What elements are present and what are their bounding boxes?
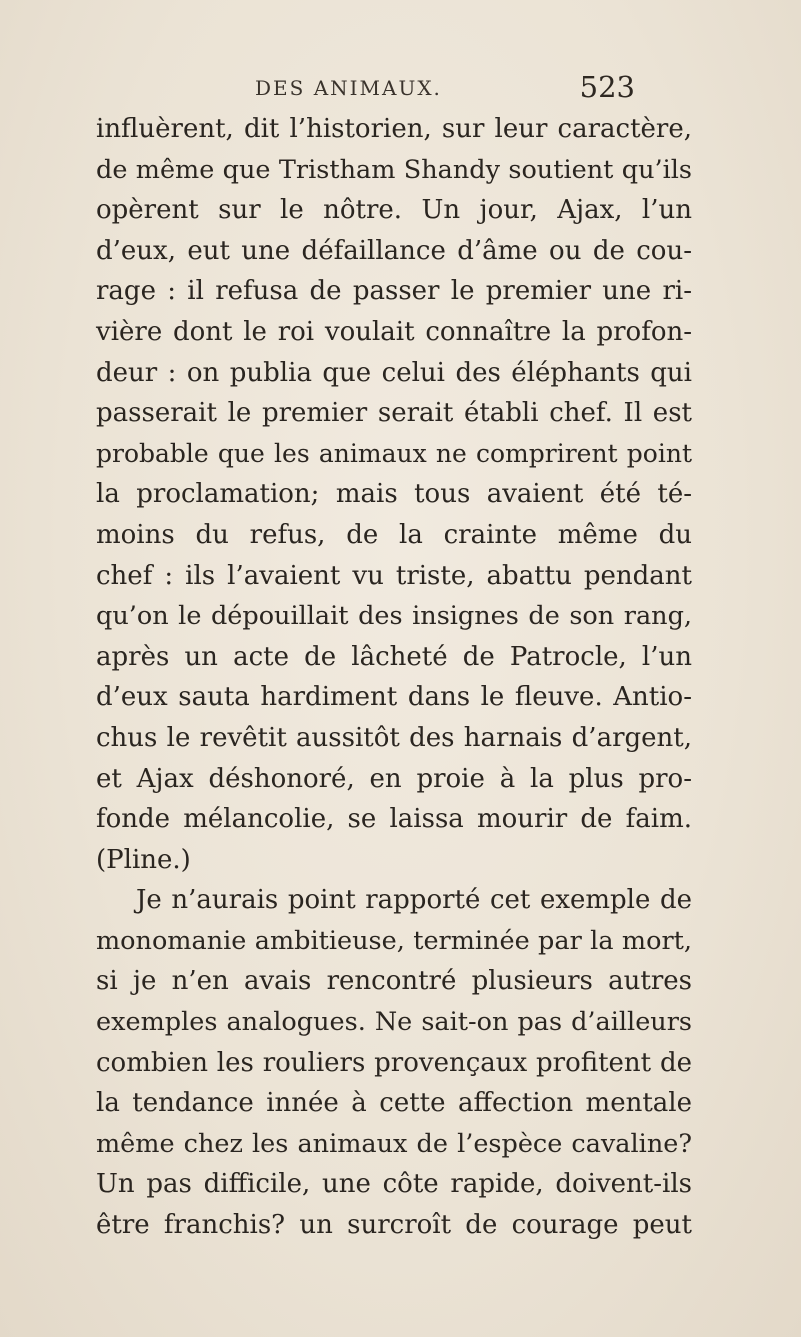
- text-line: deur : on publia que celui des éléphants qui: [96, 357, 692, 388]
- text-line: combien les rouliers provençaux profitent de: [96, 1047, 692, 1078]
- text-line: rage : il refusa de passer le premier une ri-: [96, 276, 692, 307]
- running-head-title: DES ANIMAUX.: [255, 76, 442, 100]
- text-line: après un acte de lâcheté de Patrocle, l’un: [96, 641, 692, 672]
- text-line: moins du refus, de la crainte même du: [96, 519, 692, 550]
- body-text: [96, 109, 692, 1246]
- page-number: 523: [579, 70, 635, 104]
- text-line: chef : ils l’avaient vu triste, abattu pendant: [96, 560, 692, 591]
- text-line: influèrent, dit l’historien, sur leur caractère,: [96, 114, 692, 144]
- text-line: fonde mélancolie, se laissa mourir de faim.: [96, 804, 692, 835]
- text-line: d’eux, eut une défaillance d’âme ou de cou-: [96, 235, 692, 266]
- text-line: si je n’en avais rencontré plusieurs autres: [96, 966, 692, 997]
- text-line: même chez les animaux de l’espèce cavaline?: [96, 1128, 692, 1159]
- paragraph-start-line: Je n’aurais point rapporté cet exemple de: [136, 885, 692, 916]
- text-line: opèrent sur le nôtre. Un jour, Ajax, l’un: [96, 195, 692, 226]
- citation-line: (Pline.): [96, 844, 191, 875]
- text-line: la proclamation; mais tous avaient été té-: [96, 479, 692, 510]
- text-line: passerait le premier serait établi chef. Il est: [96, 398, 692, 429]
- text-line: probable que les animaux ne comprirent point: [96, 438, 692, 468]
- text-line: chus le revêtit aussitôt des harnais d’argent,: [96, 722, 692, 753]
- text-line: et Ajax déshonoré, en proie à la plus pro-: [96, 763, 692, 794]
- text-line: monomanie ambitieuse, terminée par la mort,: [96, 925, 692, 956]
- text-line: exemples analogues. Ne sait-on pas d’ailleurs: [96, 1007, 692, 1038]
- text-line: de même que Tristham Shandy soutient qu’ils: [96, 154, 692, 185]
- text-line: d’eux sauta hardiment dans le fleuve. Antio-: [96, 682, 692, 713]
- text-line: qu’on le dépouillait des insignes de son rang,: [96, 601, 692, 632]
- running-head: [255, 70, 635, 110]
- text-line: Un pas difficile, une côte rapide, doivent-ils: [96, 1169, 692, 1200]
- text-line: vière dont le roi voulait connaître la profon-: [96, 316, 692, 347]
- text-line: la tendance innée à cette affection mentale: [96, 1088, 692, 1119]
- text-line: être franchis? un surcroît de courage peut: [96, 1210, 692, 1241]
